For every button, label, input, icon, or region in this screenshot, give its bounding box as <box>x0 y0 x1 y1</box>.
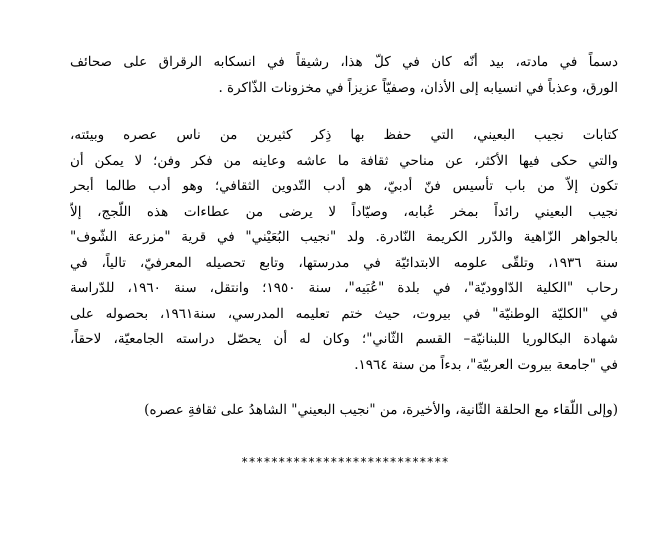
paragraph-2-line-5: بالجواهر الزّاهية والدّرر الكريمة النّادرة. ولد "نجيب البُعَيْني" في قرية "مزرعة الشّوف" <box>70 229 618 245</box>
paragraph-2-line-6: سنة ١٩٣٦، وتلقّى علومه الابتدائيّة في مدرستها، وتابع تحصيله المعرفيّ، تالياً، في <box>70 254 618 271</box>
paragraph-2-line-10: في "جامعة بيروت العربيّة"، بدءاً من سنة ١٩٦٤. <box>354 356 618 373</box>
paragraph-1-line-1: دسماً في مادته، بيد أنّه كان في كلّ هذا، رشيقاً في انسكابه الرقراق على صحائف <box>70 54 618 70</box>
paragraph-2 <box>70 123 618 378</box>
paragraph-2-line-8: في "الكليّة الوطنيّة" في بيروت، حيث ختم تعليمه المدرسي، سنة١٩٦١، بحصوله على <box>70 305 618 322</box>
asterisk-separator: **************************** <box>241 455 449 469</box>
paragraph-2-line-3: تكون إلاّ من باب تأسيس فنّ أدبيّ، هو أدب التّدوين الثقافي؛ وهو أدب طالما أبحر <box>70 178 618 194</box>
paragraph-2-line-7: رحاب "الكلية الدّاووديّة"، في بلدة "عُبَيه"، سنة ١٩٥٠؛ وانتقل، سنة ١٩٦٠، للدّراسة <box>70 280 618 296</box>
article-body <box>70 50 618 438</box>
paragraph-2-line-4: نجيب البعيني رائداً بمخر عُبابه، وصيّاداً لا يرضى من عطاءات هذه اللّجج، إلاّ <box>70 203 618 220</box>
paragraph-2-line-1: كتابات نجيب البعيني، التي حفظ بها ذِكر كثيرين من ناس عصره وبيئته، <box>70 127 618 143</box>
closing-note-text: (وإلى اللّقاء مع الحلقة الثّانية، والأخيرة، من "نجيب البعيني" الشاهدُ على ثقافةِ عصره) <box>144 402 618 418</box>
paragraph-1 <box>70 50 618 101</box>
paragraph-1-line-2: الورق، وعذباً في انسيابه إلى الأذان، وصفيّاً عزيزاً في مخزونات الذّاكرة . <box>218 79 618 96</box>
paragraph-2-line-9: شهادة البكالوريا اللبنانيّة– القسم الثّاني"؛ وكان له أن يحصّل دراسته الجامعيّة، لاحقاً، <box>70 331 618 347</box>
paragraph-2-line-2: والتي حكى فيها الأكثر، عن مناحي ثقافة ما عاشه وعاينه من فكر وفن؛ لا يمكن أن <box>70 152 618 169</box>
closing-note <box>70 398 618 424</box>
